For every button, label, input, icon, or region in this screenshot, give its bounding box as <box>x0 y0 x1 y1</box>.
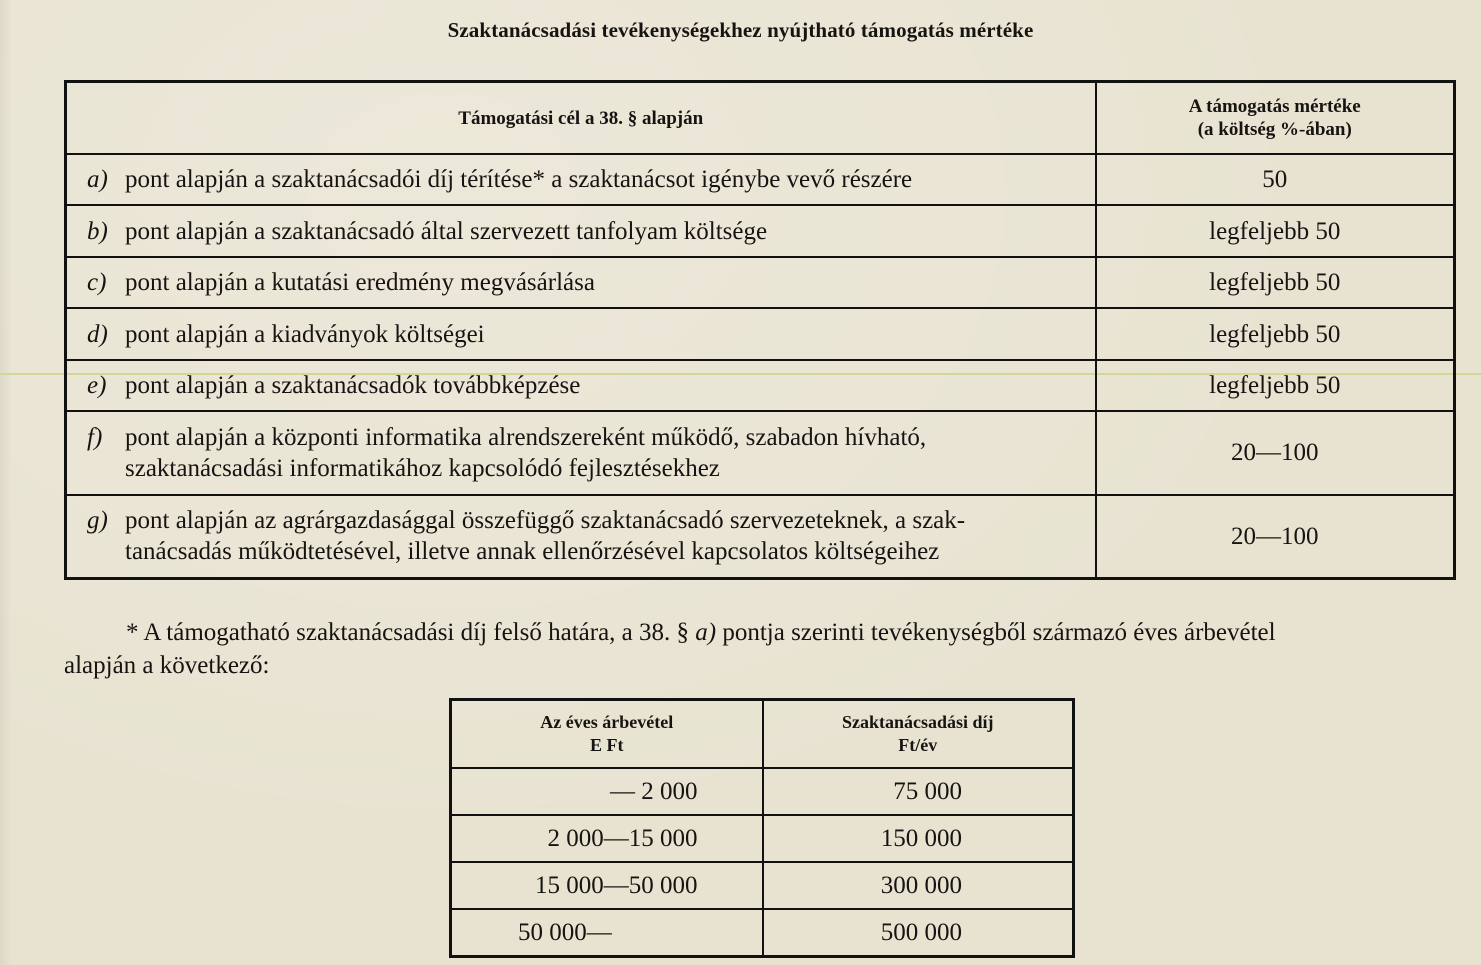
row-letter: c) <box>87 269 107 297</box>
goal-cell <box>66 205 1096 256</box>
row-letter: e) <box>87 371 107 399</box>
rate-cell: 20—100 <box>1096 411 1455 495</box>
rate-cell: legfeljebb 50 <box>1096 257 1455 308</box>
rate-cell: legfeljebb 50 <box>1096 360 1455 411</box>
header-fee: Szaktanácsadási díj Ft/év <box>763 700 1074 769</box>
footnote: * A támogatható szaktanácsadási díj felső határa, a 38. § a) pontja szerinti tevékenységből származó éves árbevétel alapján a következő: <box>64 619 1276 679</box>
table-row <box>451 815 1074 862</box>
revenue-cell: 50 000— <box>451 909 763 957</box>
goal-cell <box>66 411 1096 495</box>
goal-text: pont alapján a kiadványok költségei <box>125 320 485 348</box>
rate-cell: legfeljebb 50 <box>1096 308 1455 359</box>
row-letter: b) <box>87 217 108 245</box>
support-rate-table <box>64 80 1456 580</box>
table-row <box>66 205 1455 256</box>
revenue-cell: 2 000—15 000 <box>451 815 763 862</box>
rate-cell: 50 <box>1096 154 1455 205</box>
fee-table-header-row <box>451 700 1074 769</box>
goal-text: pont alapján a szaktanácsadói díj térítése* a szaktanácsot igénybe vevő részére <box>125 166 913 194</box>
table-row <box>66 495 1455 579</box>
row-letter: f) <box>87 423 103 451</box>
goal-cell <box>66 308 1096 359</box>
table-row <box>66 154 1455 205</box>
row-letter: g) <box>87 507 108 535</box>
table-row <box>451 768 1074 815</box>
goal-cell <box>66 360 1096 411</box>
fee-cell: 75 000 <box>763 768 1074 815</box>
goal-text: pont alapján az agrárgazdasággal összefüggő szaktanácsadó szervezeteknek, a szak- tanácsadás működtetésével, illetve annak ellenőrzésével kapcsolatos költségeihez <box>125 507 966 566</box>
revenue-cell: 15 000—50 000 <box>451 862 763 909</box>
goal-text: pont alapján a szaktanácsadók továbbképzése <box>125 371 581 399</box>
goal-cell <box>66 495 1096 579</box>
header-rate: A támogatás mértéke (a költség %-ában) <box>1096 82 1455 155</box>
page-title: Szaktanácsadási tevékenységekhez nyújtható támogatás mértéke <box>447 18 1034 42</box>
goal-text: pont alapján a kutatási eredmény megvásárlása <box>125 269 595 297</box>
revenue-cell: — 2 000 <box>451 768 763 815</box>
goal-cell <box>66 257 1096 308</box>
table-row <box>451 909 1074 957</box>
goal-text: pont alapján a központi informatika alrendszereként működő, szabadon hívható, szaktanácsadási informatikához kapcsolódó fejlesztésekhez <box>125 423 927 482</box>
table-header-row <box>66 82 1455 155</box>
table-row <box>451 862 1074 909</box>
header-goal: Támogatási cél a 38. § alapján <box>66 82 1096 155</box>
fee-cell: 500 000 <box>763 909 1074 957</box>
row-letter: d) <box>87 320 108 348</box>
table-row <box>66 308 1455 359</box>
rate-cell: 20—100 <box>1096 495 1455 579</box>
fee-cell: 300 000 <box>763 862 1074 909</box>
table-row <box>66 411 1455 495</box>
row-letter: a) <box>87 166 108 194</box>
goal-cell <box>66 154 1096 205</box>
rate-cell: legfeljebb 50 <box>1096 205 1455 256</box>
table-row <box>66 360 1455 411</box>
goal-text: pont alapján a szaktanácsadó által szervezett tanfolyam költsége <box>125 217 768 245</box>
consulting-fee-table <box>449 698 1075 958</box>
header-revenue: Az éves árbevétel E Ft <box>451 700 763 769</box>
fee-cell: 150 000 <box>763 815 1074 862</box>
table-row <box>66 257 1455 308</box>
